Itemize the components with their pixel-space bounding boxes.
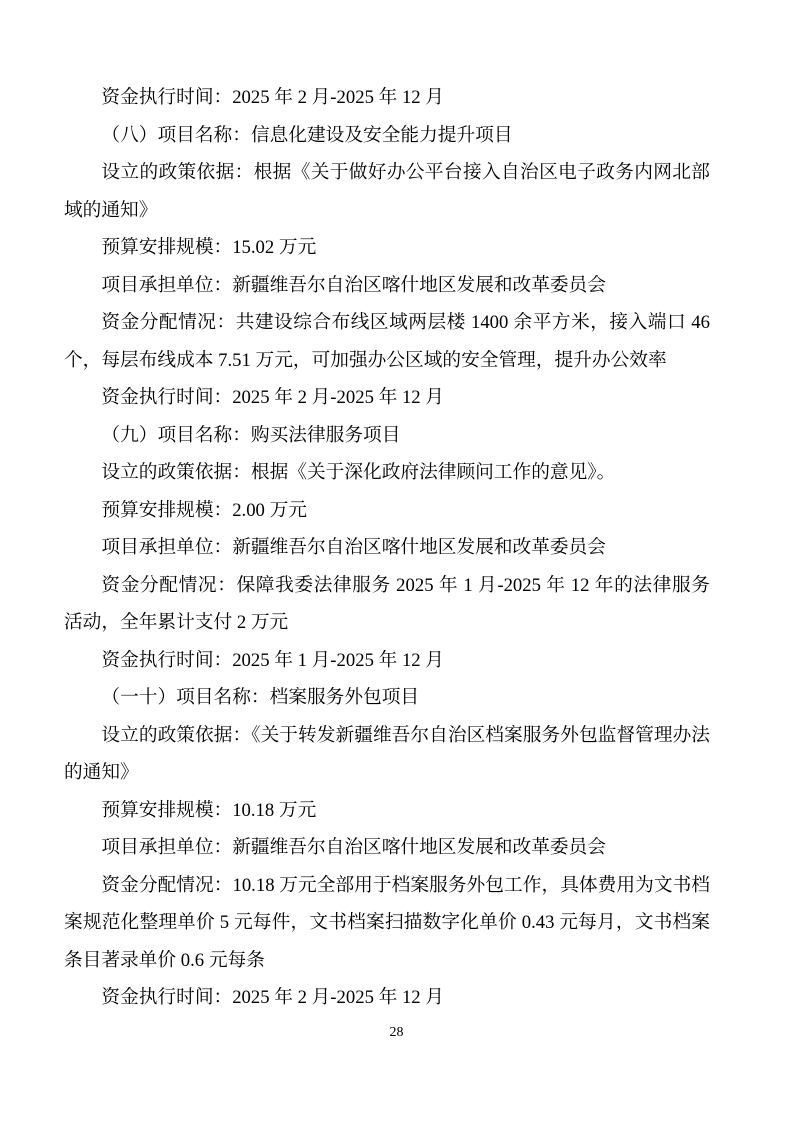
paragraph: 项目承担单位：新疆维吾尔自治区喀什地区发展和改革委员会 — [101, 537, 606, 558]
paragraph: 资金执行时间：2025 年 2 月-2025 年 12 月 — [101, 387, 444, 408]
paragraph: 预算安排规模：2.00 万元 — [101, 499, 307, 521]
paragraph: （九）项目名称：购买法律服务项目 — [101, 424, 401, 446]
paragraph: （八）项目名称：信息化建设及安全能力提升项目 — [101, 124, 513, 146]
document-body — [64, 79, 710, 1017]
paragraph: 资金分配情况：共建设综合布线区域两层楼 1400 余平方米，接入端口 46 个，每层布线成本 7.51 万元，可加强办公区域的安全管理，提升办公效率 — [64, 312, 710, 371]
paragraph: 项目承担单位：新疆维吾尔自治区喀什地区发展和改革委员会 — [101, 837, 606, 858]
paragraph: 设立的政策依据：根据《关于做好办公平台接入自治区电子政务内网北部域的通知》 — [64, 162, 710, 221]
paragraph: 设立的政策依据：根据《关于深化政府法律顾问工作的意见》。 — [101, 462, 616, 483]
paragraph: 设立的政策依据：《关于转发新疆维吾尔自治区档案服务外包监督管理办法的通知》 — [64, 724, 710, 783]
paragraph: 项目承担单位：新疆维吾尔自治区喀什地区发展和改革委员会 — [101, 274, 606, 296]
paragraph: 预算安排规模：10.18 万元 — [101, 799, 317, 821]
paragraph: 预算安排规模：15.02 万元 — [101, 237, 317, 258]
paragraph: （一十）项目名称：档案服务外包项目 — [101, 687, 420, 708]
paragraph: 资金执行时间：2025 年 2 月-2025 年 12 月 — [101, 987, 444, 1008]
paragraph: 资金分配情况：10.18 万元全部用于档案服务外包工作，具体费用为文书档案规范化整理单价 5 元每件，文书档案扫描数字化单价 0.43 元每月，文书档案条目著录单价 0.6 元每条 — [64, 874, 710, 971]
page-number: 28 — [389, 1025, 404, 1040]
paragraph: 资金执行时间：2025 年 2 月-2025 年 12 月 — [101, 87, 444, 108]
paragraph: 资金分配情况：保障我委法律服务 2025 年 1 月-2025 年 12 年的法律服务活动，全年累计支付 2 万元 — [64, 574, 710, 633]
page-footer — [0, 1024, 793, 1042]
paragraph: 资金执行时间：2025 年 1 月-2025 年 12 月 — [101, 649, 444, 671]
